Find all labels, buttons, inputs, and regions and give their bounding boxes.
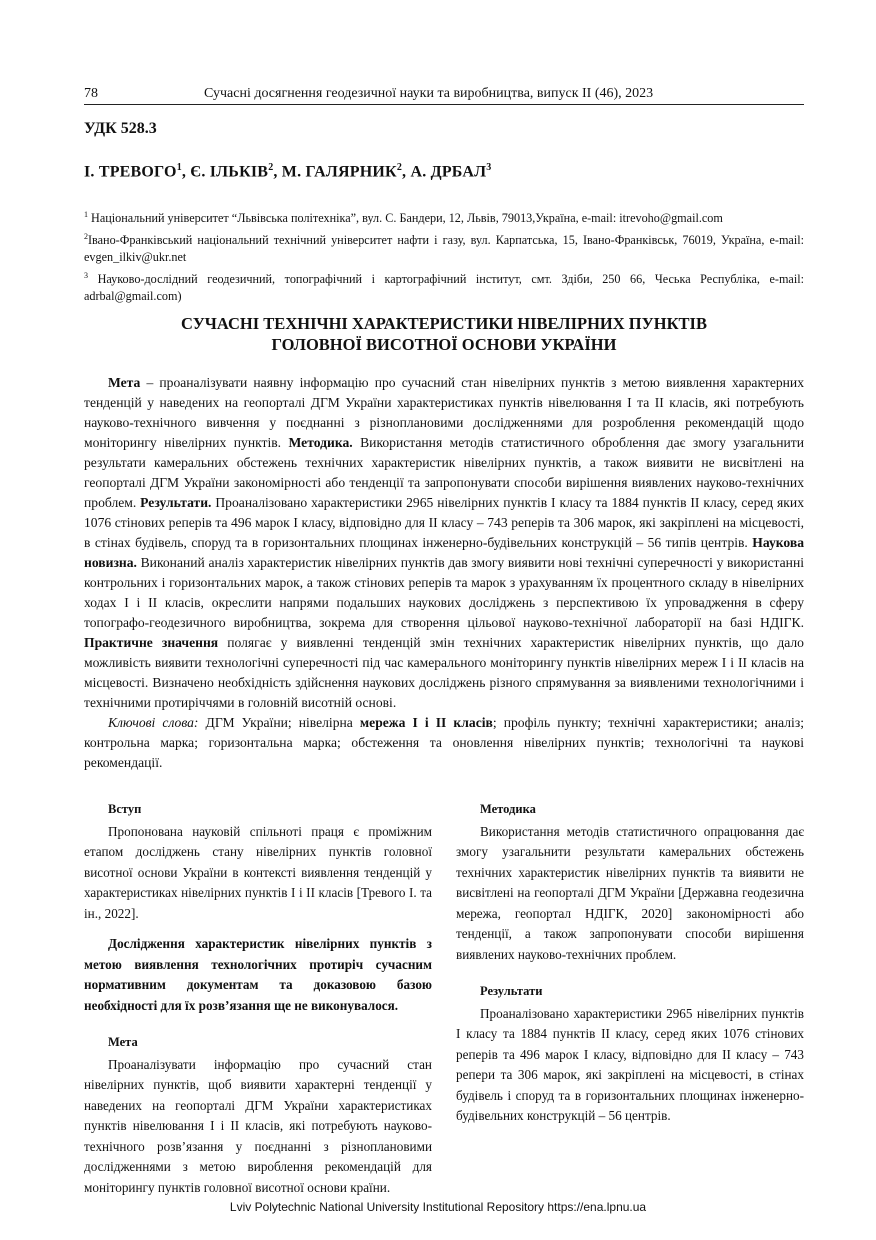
paragraph: Пропонована науковій спільноті праця є проміжним етапом досліджень стану нівелірних пунктів головної висотної основи України в контексті виявлення тенденцій у характеристиках нівелірних пунктів І і ІІ класів [Тревого І. та ін., 2022].	[84, 823, 432, 921]
author-sup: 3	[486, 162, 492, 173]
section-heading-intro: Вступ	[108, 802, 142, 816]
affiliation-text: Івано-Франківський національний технічний університет нафти і газу, вул. Карпатська, 15, Івано-Франківськ, 76019, Україна, e-mail: evgen_ilkiv@ukr.net	[84, 232, 804, 265]
abstract-text: Виконаний аналіз характеристик нівелірних пунктів дав змогу виявити нові технічні суперечності у використанні контрольних і горизонтальних марок, а також стінових реперів та марок з урахуванням їх процентного складу в нівелірних ходах І і ІІ класів, окреслити напрями подальших наукових досліджень з перспективою їх упровадження в сферу топографо-геодезичного виробництва, зокрема для створення цільової науково-технічної лабораторії на базі НДІГК.	[84, 555, 804, 630]
abstract-label: Мета	[108, 375, 141, 390]
journal-title: Сучасні досягнення геодезичної науки та виробництва, випуск ІІ (46), 2023	[204, 86, 654, 101]
abstract-label: Результати.	[140, 495, 212, 510]
abstract-label: Наукова новизна.	[84, 535, 804, 570]
keywords-text: ДГМ України; нівелірна	[198, 715, 360, 730]
section-heading-aim: Мета	[108, 1035, 138, 1049]
repository-footer: Lviv Polytechnic National University Institutional Repository https://ena.lpnu.ua	[229, 1200, 647, 1214]
affiliation-sup: 2	[84, 231, 88, 241]
section-heading-method: Методика	[480, 802, 536, 816]
udc-code: УДК 528.3	[84, 120, 157, 137]
author-list: І. ТРЕВОГО$^1$, Є. ІЛЬКІВ$^2$, М. ГАЛЯРНИК$^2$, А. ДРБАЛ$^3$	[84, 162, 492, 181]
keywords-bold: мережа І і ІІ класів	[359, 715, 493, 730]
abstract-text: полягає у виявленні тенденцій змін технічних характеристик нівелірних пунктів, що дало можливість виявити технологічні суперечності під час камерального моніторингу пунктів нівелірних мереж І і ІІ класів на місцевості. Визначено необхідність здійснення наукових досліджень різного спрямування за виявленими технологічними і технічними протиріччями в головній висотній основі.	[84, 635, 804, 710]
affiliation-text: Науково-дослідний геодезичний, топографічний і картографічний інститут, смт. Здіби, 250 66, Чеська Республіка, e-mail: adrbal@gmail.com)	[84, 271, 804, 304]
author: Є. ІЛЬКІВ	[190, 163, 269, 181]
affiliation-sup: 1	[84, 210, 88, 219]
paragraph-bold: Дослідження характеристик нівелірних пунктів з метою виявлення технологічних протиріч сучасним нормативним документам та доказовою базою необхідності для їх розв’язання ще не виконувалося.	[84, 936, 432, 1013]
keywords-text: ; профіль пункту; технічні характеристики; аналіз; контрольна марка; горизонтальна марка; обстеження та оновлення нівелірних пунктів; технологічні та наукові рекомендації.	[84, 715, 804, 770]
affiliation	[84, 228, 804, 267]
title-line: ГОЛОВНОЇ ВИСОТНОЇ ОСНОВИ УКРАЇНИ	[271, 335, 617, 354]
keywords-label: Ключові слова:	[108, 715, 199, 730]
abstract-text: Використання методів статистичного оброблення дає змогу узагальнити результати камеральних обстежень технічних характеристик нівелірних пунктів, а також виявити не висвітлені на геопорталі ДГМ України закономірності або тенденції та запропонувати способи вирішення виявлених науково-технічних проблем.	[84, 435, 804, 510]
paper-title	[84, 313, 804, 355]
body-flow	[84, 373, 804, 1208]
paragraph: Проаналізувати інформацію про сучасний стан нівелірних пунктів, щоб виявити характерні тенденції у наведених на геопорталі ДГМ України характеристиках пунктів нівелювання І і ІІ класів, які потребують науково-технічного розв’язання у поєднанні з різноплановими дослідженнями з метою вироблення рекомендацій для моніторингу пунктів головної висотної основи країни.	[84, 1056, 432, 1195]
keywords	[84, 713, 804, 773]
page-number: 78	[84, 86, 98, 101]
affiliation	[84, 267, 804, 306]
affiliation-text: Національний університет “Львівська політехніка”, вул. С. Бандери, 12, Львів, 79013,Україна, e-mail: itrevoho@gmail.com	[91, 211, 723, 226]
author-sup: 2	[268, 162, 274, 173]
author: І. ТРЕВОГО	[84, 163, 177, 181]
abstract-label: Практичне значення	[84, 635, 219, 650]
abstract-label: Методика.	[288, 435, 353, 450]
affiliations	[84, 206, 804, 306]
author-sup: 1	[176, 162, 182, 173]
affiliation-sup: 3	[84, 270, 88, 280]
abstract-text: – проаналізувати наявну інформацію про сучасний стан нівелірних пунктів з метою виявлення характерних тенденцій у наведених на геопорталі ДГМ України характеристиках пунктів нівелювання І та ІІ класів, які потребують науково-технічного вивчення у поєднанні з різноплановими дослідженнями для розроблення рекомендацій щодо моніторингу нівелірних пунктів.	[84, 375, 804, 450]
abstract-text: Проаналізовано характеристики 2965 нівелірних пунктів І класу та 1884 пунктів ІІ класу, серед яких 1076 стінових реперів та 496 марок І класу, відповідно для ІІ класу – 743 реперів та 306 марок, які закріплені на місцевості, в стінах будівель, споруд та в горизонтальних площинах інженерно-будівельних конструкцій – 56 типів центрів.	[84, 495, 804, 550]
author: М. ГАЛЯРНИК	[281, 163, 397, 181]
left-column	[84, 799, 432, 1208]
right-column	[456, 799, 804, 1208]
paragraph: Використання методів статистичного опрацювання дає змогу узагальнити результати камеральних обстежень технічних характеристик нівелірних пунктів та виявити не висвітлені на геопорталі ДГМ України [Державна геодезична мережа, геопортал НДІГК, 2020] закономірності або тенденції, а також запропонувати способи вирішення виявлених науково-технічних проблем.	[456, 823, 804, 962]
abstract	[84, 373, 804, 713]
author-sup: 2	[396, 162, 403, 173]
section-heading-results: Результати	[480, 984, 543, 998]
two-columns	[84, 799, 804, 1208]
author: А. ДРБАЛ	[410, 163, 487, 181]
title-line: СУЧАСНІ ТЕХНІЧНІ ХАРАКТЕРИСТИКИ НІВЕЛІРНИХ ПУНКТІВ	[181, 314, 707, 333]
affiliation	[84, 206, 804, 228]
paragraph: Проаналізовано характеристики 2965 нівелірних пунктів І класу та 1884 пунктів ІІ класу, серед яких 1076 стінових реперів та 496 марок І класу, відповідно для ІІ класу – 743 репери та 306 марок, які закріплені на місцевості, в стінах будівель і споруд та в горизонтальних площинах інженерно-будівельних конструкцій – 56 центрів.	[456, 1005, 804, 1123]
running-header	[84, 84, 804, 105]
